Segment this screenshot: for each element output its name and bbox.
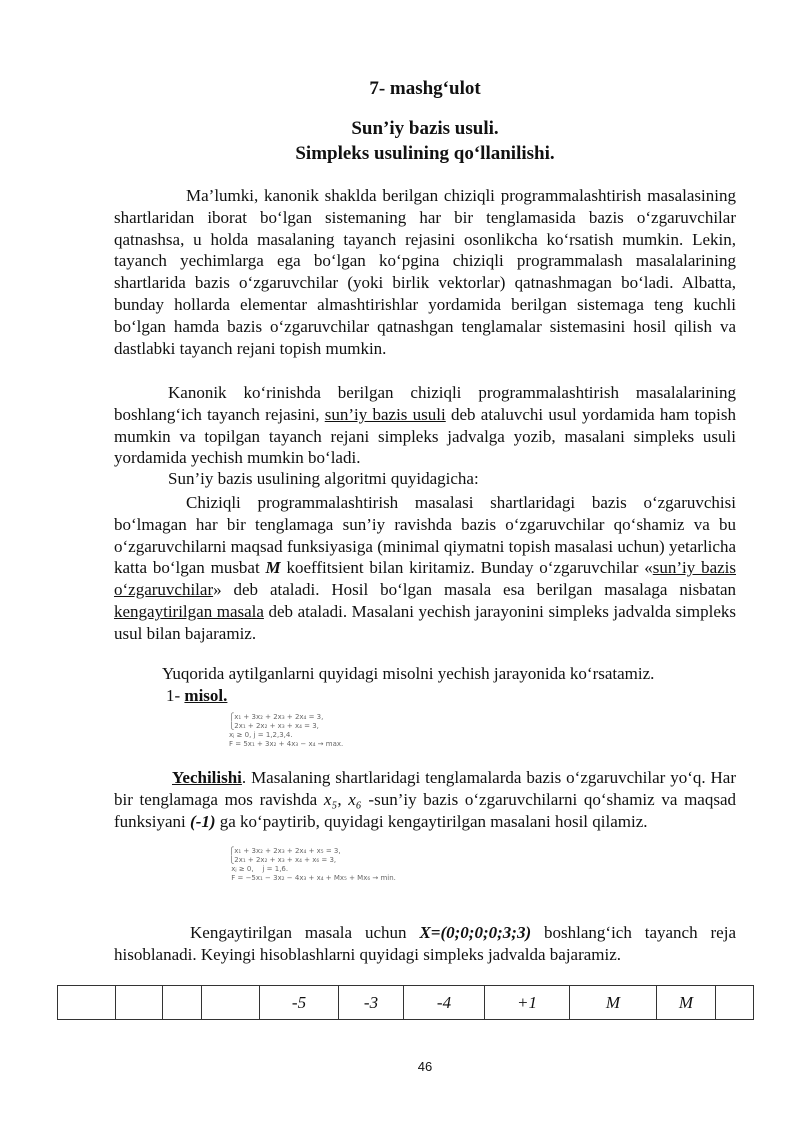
text-span: ga ko‘paytirib, quyidagi kengaytirilgan masalani hosil qilamiz. <box>215 811 648 831</box>
table-cell: -5 <box>260 986 339 1020</box>
table-cell <box>163 986 202 1020</box>
term-extended-problem: kengaytirilgan masala <box>114 601 264 621</box>
problem-formula: ⎧x₁ + 3x₂ + 2x₃ + 2x₄ = 3, ⎩2x₁ + 2x₂ + x₃ + x₄ = 3, xⱼ ≥ 0, j = 1,2,3,4. F = 5x₁ + 3x₂ + 4x₃ − x₄ → max. <box>229 713 344 748</box>
example-number: 1- <box>166 686 185 705</box>
var-x5: x₅ <box>323 789 338 809</box>
table-cell: M <box>570 986 657 1020</box>
text-span: deb ataladi. Masalani yechish jarayonini simpleks jadvalda simpleks usul bilan bajaramiz. <box>114 601 736 643</box>
table-cell <box>58 986 116 1020</box>
text-span: Kanonik ko‘rinishda berilgan chiziqli programmalashtirish masalalarining boshlang‘ich tayanch rejasini, <box>114 383 736 424</box>
page-subtitle: Simpleks usulining qo‘llanilishi. <box>295 143 555 164</box>
algorithm-paragraph <box>114 492 736 645</box>
page-number: 46 <box>417 1059 433 1074</box>
example-title: misol. <box>184 686 228 705</box>
simplex-table <box>57 985 754 1020</box>
example-intro: Yuqorida aytilganlarni quyidagi misolni yechish jarayonida ko‘rsatamiz. <box>162 664 655 683</box>
page-title: Sun’iy bazis usuli. <box>351 118 499 139</box>
text-span: . Masalaning shartlaridagi tenglamalarda bazis o‘zgaruvchilar yo‘q. Har bir tenglamaga mos ravishda <box>114 768 736 809</box>
var-x6: x₆ <box>348 789 362 809</box>
extended-problem-formula: ⎧x₁ + 3x₂ + 2x₃ + 2x₄ + x₅ = 3, ⎩2x₁ + 2x₂ + x₃ + x₄ + x₆ = 3, xⱼ ≥ 0, j = 1,6. F = −5x₁ − 3x₂ − 4x₃ + x₄ + Mx₅ + Mx₆ → min. <box>229 847 396 882</box>
table-cell: M <box>657 986 716 1020</box>
text-span: -sun’iy bazis o‘zgaruvchilarni qo‘shamiz va maqsad funksiyani <box>114 789 737 831</box>
lesson-number: 7- mashg‘ulot <box>369 78 481 99</box>
multiplier: (-1) <box>190 811 216 831</box>
table-cell <box>716 986 754 1020</box>
initial-plan-paragraph <box>114 922 736 966</box>
text-span: , <box>337 789 349 809</box>
table-cell <box>202 986 260 1020</box>
example-label <box>166 686 227 706</box>
table-cell: -3 <box>339 986 404 1020</box>
text-span: boshlang‘ich tayanch reja hisoblanadi. Keyingi hisoblashlarni quyidagi simpleks jadvalda bajaramiz. <box>114 923 736 964</box>
solution-label: Yechilishi <box>172 768 242 787</box>
algorithm-heading: Sun’iy bazis usulining algoritmi quyidagicha: <box>168 469 479 488</box>
text-span: Kengaytirilgan masala uchun <box>190 923 420 942</box>
table-row <box>58 986 754 1020</box>
method-paragraph <box>114 382 736 469</box>
text-span: koeffitsient bilan kiritamiz. Bunday o‘zgaruvchilar « <box>280 558 653 578</box>
text-span: Chiziqli programmalashtirish masalasi shartlaridagi bazis o‘zgaruvchisi bo‘lmagan har bir tenglamaga sun’iy ravishda bazis o‘zgaruvchilar qo‘shamiz va bu o‘zgaruvchilarni maqsad funksiyasiga (minimal qiymatni topish masalasi uchun) yetarlicha katta bo‘lgan musbat <box>114 493 736 578</box>
initial-plan-vector: X=(0;0;0;0;3;3) <box>419 923 532 942</box>
text-span: » deb ataladi. Hosil bo‘lgan masala esa berilgan masalaga nisbatan <box>213 580 736 600</box>
intro-paragraph: Ma’lumki, kanonik shaklda berilgan chiziqli programmalashtirish masalasining shartlaridan iborat bo‘lgan sistemaning har bir tenglamasida bazis o‘zgaruvchilar qatnashsa, u holda masalaning tayanch rejasini osonlikcha ko‘rsatish mumkin. Lekin, tayanch yechimlarga ega bo‘lgan ko‘pgina chiziqli programmalash masalalarining shartlarida bazis o‘zgaruvchilar (yoki birlik vektorlar) qatnashmagan bo‘ladi. Albatta, bunday hollarda elementar almashtirishlar yordamida berilgan sistemaga teng kuchli bo‘lgan hamda bazis o‘zgaruvchilar qatnashgan tenglamalar sistemasini hosil qilish va dastlabki tayanch rejani topish mumkin. <box>114 186 736 358</box>
table-cell: +1 <box>485 986 570 1020</box>
solution-paragraph <box>114 767 736 832</box>
coefficient-M: M <box>265 558 281 578</box>
term-artificial-variables: sun’iy bazis o‘zgaruvchilar <box>114 558 736 600</box>
table-cell: -4 <box>404 986 485 1020</box>
text-span: deb ataluvchi usul yordamida ham topish mumkin va topilgan tayanch rejani simpleks jadvalga yozib, masalani simpleks usuli yordamida yechish mumkin bo‘ladi. <box>114 404 737 468</box>
term-artificial-basis-method: sun’iy bazis usuli <box>324 404 446 424</box>
table-cell <box>116 986 163 1020</box>
